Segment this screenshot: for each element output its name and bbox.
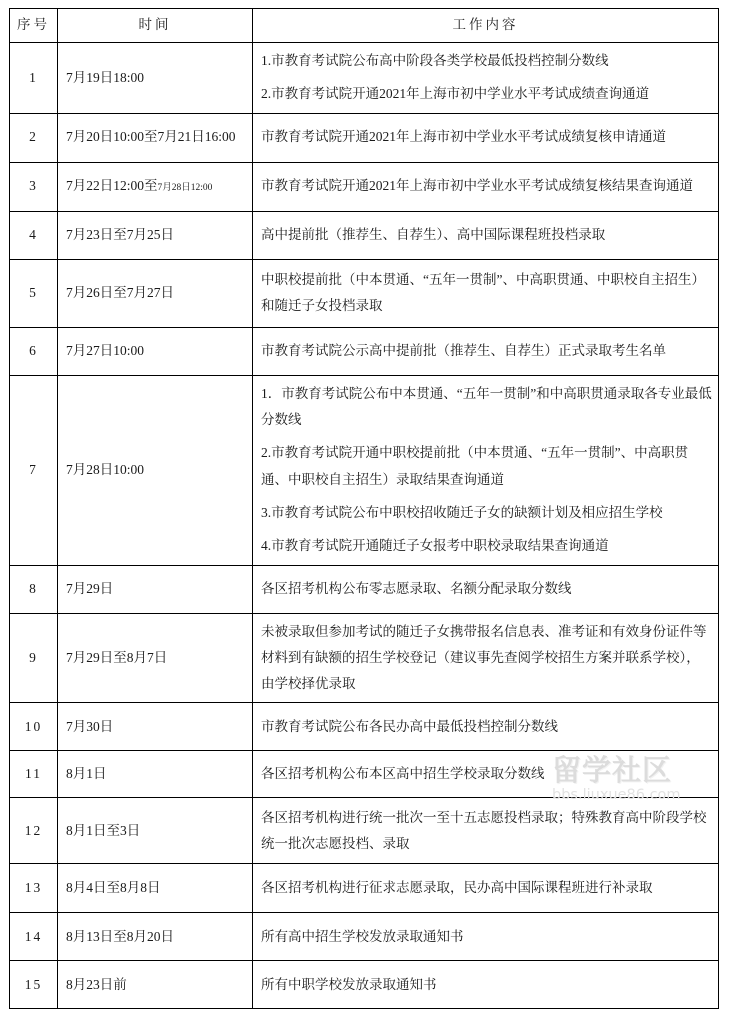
row-time xyxy=(58,113,253,162)
row-time xyxy=(58,327,253,375)
row-sequence-number: 7 xyxy=(10,375,58,565)
row-sequence-number: 15 xyxy=(10,961,58,1009)
row-work-content xyxy=(253,751,719,798)
row-time xyxy=(58,259,253,327)
table-header-row xyxy=(10,9,719,43)
row-sequence-number: 5 xyxy=(10,259,58,327)
watermark-url: bbs.liuxue86.com xyxy=(552,787,681,803)
row-time-main: 8月13日至8月20日 xyxy=(66,928,174,944)
row-time xyxy=(58,864,253,913)
work-content-line: 各区招考机构公布本区高中招生学校录取分数线 xyxy=(261,766,545,782)
row-work-content xyxy=(253,375,719,565)
row-sequence-number: 14 xyxy=(10,913,58,961)
schedule-table xyxy=(9,8,719,1009)
row-time-main: 7月23日至7月25日 xyxy=(66,226,174,242)
work-content-line: 3.市教育考试院公布中职校招收随迁子女的缺额计划及相应招生学校 xyxy=(261,504,663,520)
row-time xyxy=(58,43,253,114)
column-header-seq: 序号 xyxy=(10,9,58,43)
row-sequence-number: 8 xyxy=(10,565,58,613)
row-work-content xyxy=(253,613,719,703)
row-time xyxy=(58,913,253,961)
row-time-main: 8月1日至3日 xyxy=(66,822,141,838)
work-content-line: 各区招考机构进行统一批次一至十五志愿投档录取；特殊教育高中阶段学校统一批次志愿投档、录取 xyxy=(261,809,707,851)
row-work-content xyxy=(253,327,719,375)
work-content-line: 各区招考机构公布零志愿录取、名额分配录取分数线 xyxy=(261,580,572,596)
table-row xyxy=(10,798,719,864)
row-time xyxy=(58,751,253,798)
watermark-brand: 留学社区 xyxy=(552,753,673,787)
table-row xyxy=(10,961,719,1009)
row-time-main: 7月22日12:00至 xyxy=(66,178,158,194)
table-row xyxy=(10,375,719,565)
work-content-line: 未被录取但参加考试的随迁子女携带报名信息表、准考证和有效身份证件等材料到有缺额的招生学校登记（建议事先查阅学校招生方案并联系学校），由学校择优录取 xyxy=(261,623,707,692)
row-work-content xyxy=(253,211,719,259)
row-time xyxy=(58,798,253,864)
row-sequence-number: 1 xyxy=(10,43,58,114)
table-row xyxy=(10,751,719,798)
row-time-main: 7月27日10:00 xyxy=(66,342,145,358)
row-time-main: 7月19日18:00 xyxy=(66,69,145,85)
work-content-line: 1.市教育考试院公布高中阶段各类学校最低投档控制分数线 xyxy=(261,53,609,68)
column-header-work: 工作内容 xyxy=(253,9,719,43)
table-row xyxy=(10,162,719,211)
row-work-content xyxy=(253,162,719,211)
table-row xyxy=(10,113,719,162)
row-time xyxy=(58,613,253,703)
work-content-line: 所有中职学校发放录取通知书 xyxy=(261,976,437,992)
table-row xyxy=(10,43,719,114)
row-work-content xyxy=(253,113,719,162)
row-work-content xyxy=(253,913,719,961)
work-content-line: 各区招考机构进行征求志愿录取，民办高中国际课程班进行补录取 xyxy=(261,880,653,896)
row-sequence-number: 3 xyxy=(10,162,58,211)
row-time-secondary: 7月28日12:00 xyxy=(157,183,213,194)
row-time-main: 7月28日10:00 xyxy=(66,461,145,477)
row-sequence-number: 10 xyxy=(10,703,58,751)
work-content-line: 市教育考试院公示高中提前批（推荐生、自荐生）正式录取考生名单 xyxy=(261,342,666,358)
row-time-main: 7月26日至7月27日 xyxy=(66,284,174,300)
row-time-main: 7月20日10:00至7月21日16:00 xyxy=(66,129,236,145)
work-content-line: 所有高中招生学校发放录取通知书 xyxy=(261,928,464,944)
table-body xyxy=(10,43,719,1009)
row-sequence-number: 13 xyxy=(10,864,58,913)
table-row xyxy=(10,864,719,913)
table-row xyxy=(10,913,719,961)
work-content-line: 2.市教育考试院开通2021年上海市初中学业水平考试成绩查询通道 xyxy=(261,86,650,102)
row-sequence-number: 11 xyxy=(10,751,58,798)
work-content-line: 高中提前批（推荐生、自荐生）、高中国际课程班投档录取 xyxy=(261,226,606,242)
row-work-content xyxy=(253,864,719,913)
row-work-content xyxy=(253,798,719,864)
table-row xyxy=(10,703,719,751)
row-work-content xyxy=(253,259,719,327)
table-row xyxy=(10,565,719,613)
row-work-content xyxy=(253,43,719,114)
work-content-line: 4.市教育考试院开通随迁子女报考中职校录取结果查询通道 xyxy=(261,538,609,554)
row-sequence-number: 2 xyxy=(10,113,58,162)
row-sequence-number: 4 xyxy=(10,211,58,259)
work-content-line: 市教育考试院开通2021年上海市初中学业水平考试成绩复核结果查询通道 xyxy=(261,178,693,194)
table-row xyxy=(10,327,719,375)
work-content-line: 1．市教育考试院公布中本贯通、“五年一贯制”和中高职贯通录取各专业最低分数线 xyxy=(261,385,712,427)
row-time xyxy=(58,162,253,211)
row-work-content xyxy=(253,703,719,751)
work-content-line: 市教育考试院开通2021年上海市初中学业水平考试成绩复核申请通道 xyxy=(261,129,666,145)
row-time-main: 8月23日前 xyxy=(66,976,127,992)
row-time-main: 7月30日 xyxy=(66,718,114,734)
work-content-line: 市教育考试院公布各民办高中最低投档控制分数线 xyxy=(261,718,558,734)
row-time xyxy=(58,961,253,1009)
row-time-main: 8月4日至8月8日 xyxy=(66,880,161,896)
row-work-content xyxy=(253,961,719,1009)
column-header-time: 时间 xyxy=(58,9,253,43)
table-row xyxy=(10,211,719,259)
row-sequence-number: 6 xyxy=(10,327,58,375)
table-row xyxy=(10,259,719,327)
work-content-line: 2.市教育考试院开通中职校提前批（中本贯通、“五年一贯制”、中高职贯通、中职校自主招生）录取结果查询通道 xyxy=(261,445,689,487)
work-content-line: 中职校提前批（中本贯通、“五年一贯制”、中高职贯通、中职校自主招生）和随迁子女投档录取 xyxy=(261,271,705,314)
row-time xyxy=(58,703,253,751)
row-time xyxy=(58,211,253,259)
row-work-content xyxy=(253,565,719,613)
row-sequence-number: 9 xyxy=(10,613,58,703)
row-time-main: 8月1日 xyxy=(66,766,107,782)
row-time-main: 7月29日 xyxy=(66,580,114,596)
row-sequence-number: 12 xyxy=(10,798,58,864)
row-time xyxy=(58,375,253,565)
row-time-main: 7月29日至8月7日 xyxy=(66,649,168,665)
row-time xyxy=(58,565,253,613)
table-row xyxy=(10,613,719,703)
